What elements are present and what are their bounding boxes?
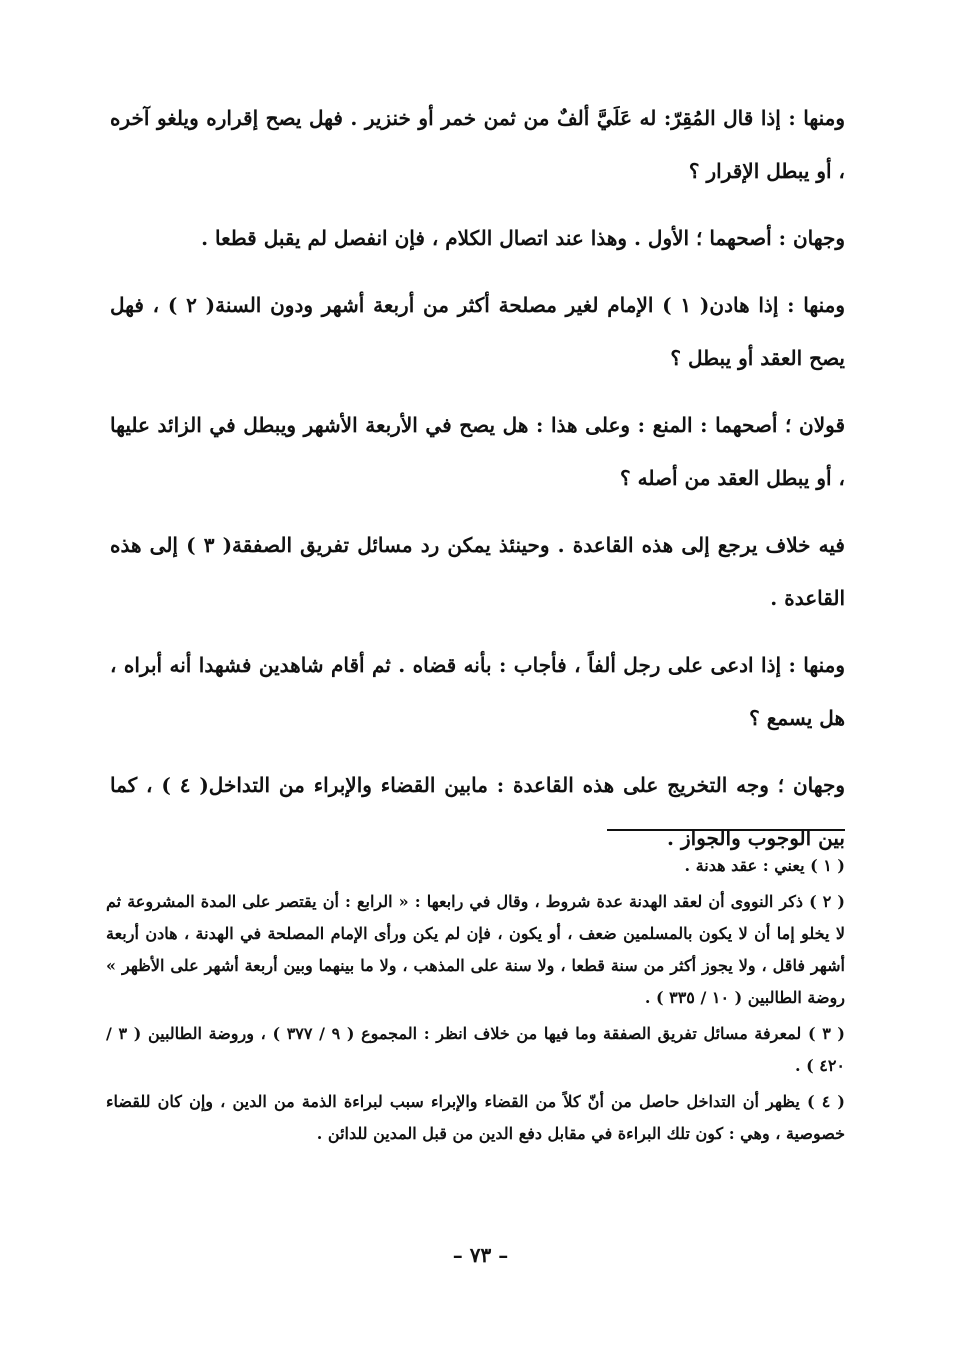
- page-number: – ٧٣ –: [452, 1243, 509, 1267]
- paragraph-6: ومنها : إذا ادعى على رجل ألفاً ، فأجاب : بأنه قضاه . ثم أقام شاهدين فشهدا أنه أبراه ، هل يسمع ؟: [110, 653, 845, 730]
- paragraph-2: وجهان : أصحهما ؛ الأول . وهذا عند اتصال الكلام ، فإن انفصل لم يقبل قطعا .: [201, 226, 845, 250]
- paragraph-4: قولان ؛ أصحهما : المنع : وعلى هذا : هل يصح في الأربعة الأشهر ويبطل في الزائد عليها ، أو يبطل العقد من أصله ؟: [110, 413, 845, 490]
- footnotes: [106, 850, 845, 1154]
- paragraph-5: فيه خلاف يرجع إلى هذه القاعدة . وحينئذ يمكن رد مسائل تفريق الصفقة( ٣ ) إلى هذه القاعدة .: [110, 533, 845, 610]
- main-text: [110, 92, 845, 879]
- paragraph-1: ومنها : إذا قال المُقِرّ: له عَلَيَّ ألفٌ من ثمن خمر أو خنزير . فهل يصح إقراره ويلغو آخره ، أو يبطل الإقرار ؟: [110, 106, 845, 183]
- footnote-2: ( ٢ ) ذكر النووى أن لعقد الهدنة عدة شروط ، وقال في رابعها : « الرابع : أن يقتصر على المدة المشروعة ثم لا يخلو إما أن لا يكون بالمسلمين ضعف ، أو يكون ، فإن لم يكن ورأى الإمام المصلحة في الهدنة ، هادن أربعة أشهر فاقل ، ولا يجوز أكثر من سنة قطعا ، ولا سنة على المذهب ، ولا ما بينهما وبين أربعة أشهر على الأظهر » روضة الطالبين ( ١٠ / ٣٣٥ ) .: [106, 892, 846, 1007]
- paragraph-3: ومنها : إذا هادن( ١ ) الإمام لغير مصلحة أكثر من أربعة أشهر ودون السنة( ٢ ) ، فهل يصح العقد أو يبطل ؟: [110, 293, 846, 370]
- footnote-3: ( ٣ ) لمعرفة مسائل تفريق الصفقة وما فيها من خلاف انظر : المجموع ( ٩ / ٣٧٧ ) ، وروضة الطالبين ( ٣ / ٤٢٠ ) .: [106, 1024, 846, 1075]
- footnote-4: ( ٤ ) يظهر أن التداخل حاصل من أنّ كلاً من القضاء والإبراء سبب لبراءة الذمة من الدين ، وإن كان للقضاء خصوصية ، وهي : كون تلك البراءة في مقابل دفع الدين من قبل المدين للدائن .: [106, 1092, 845, 1143]
- paragraph-7: وجهان ؛ وجه التخريج على هذه القاعدة : مابين القضاء والإبراء من التداخل( ٤ ) ، كما بين الوجوب والجواز .: [110, 773, 846, 850]
- footnote-separator: [607, 829, 845, 831]
- footnote-1: ( ١ ) يعني : عقد هدنة .: [684, 856, 845, 875]
